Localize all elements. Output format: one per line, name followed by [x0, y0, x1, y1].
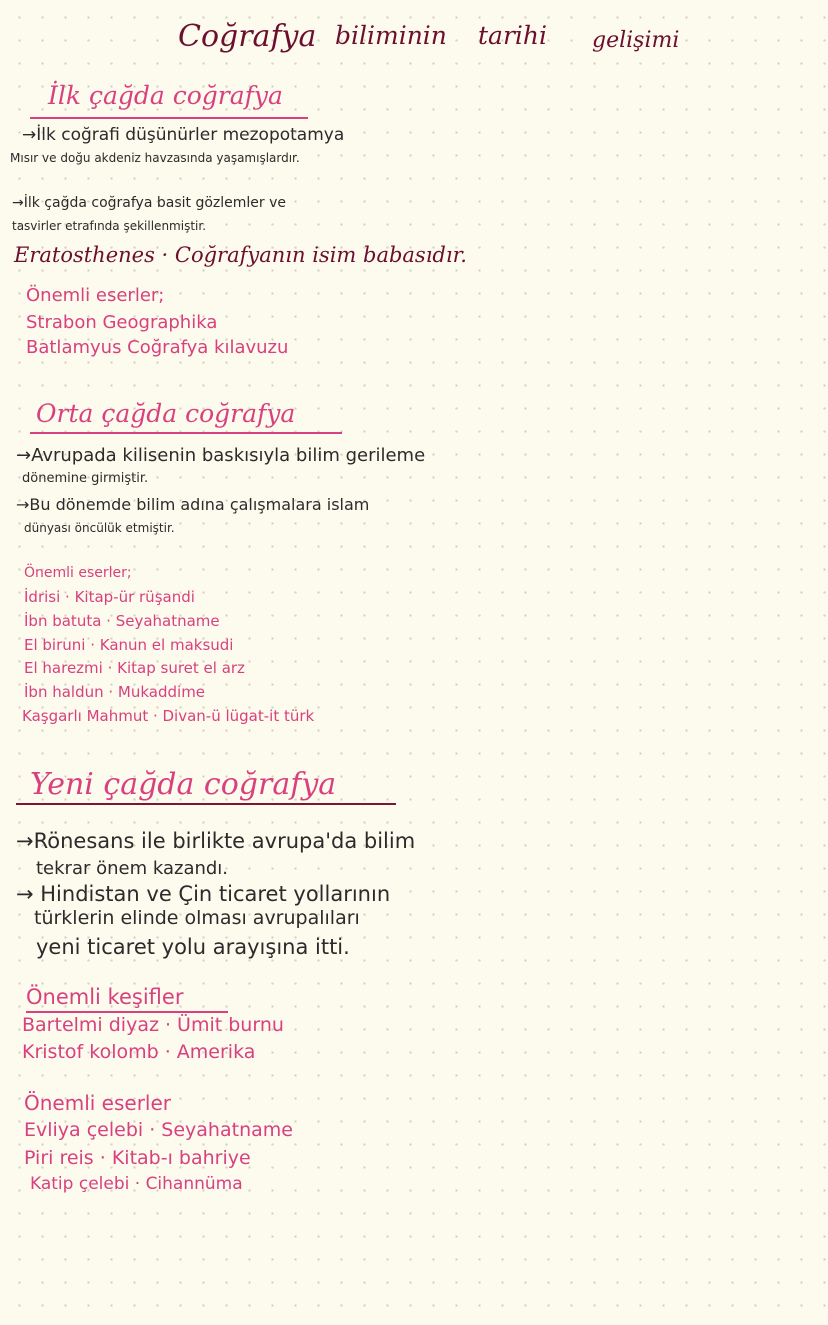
paragraph-line: →İlk çağda coğrafya basit gözlemler ve: [12, 195, 287, 211]
works-title: Önemli eserler;: [24, 565, 132, 581]
section-heading: İlk çağda coğrafya: [48, 81, 283, 110]
paragraph-line: →Bu dönemde bilim adına çalışmalara islam: [16, 495, 370, 514]
work-item: İdrisi · Kitap-ür rüşandi: [24, 588, 195, 606]
section-heading: Orta çağda coğrafya: [36, 399, 296, 428]
work-item: İbn haldun · Mukaddime: [24, 683, 206, 701]
work-item: Piri reis · Kitab-ı bahriye: [24, 1147, 251, 1169]
discoveries-title: Önemli keşifler: [26, 985, 184, 1009]
work-item: El biruni · Kanun el maksudi: [24, 636, 234, 654]
title-word-tarihi: tarihi: [478, 21, 547, 50]
work-item: Kaşgarlı Mahmut · Divan-ü lügat-it türk: [22, 707, 315, 725]
paragraph-line: →Avrupada kilisenin baskısıyla bilim gerileme: [16, 445, 426, 466]
heading-underline: [16, 803, 396, 805]
discovery-item: Bartelmi diyaz · Ümit burnu: [22, 1014, 284, 1036]
paragraph-line: →Rönesans ile birlikte avrupa'da bilim: [16, 829, 416, 853]
work-item: İbn batuta · Seyahatname: [24, 612, 220, 630]
work-item: Strabon Geographika: [26, 312, 218, 333]
section-heading: Yeni çağda coğrafya: [30, 767, 337, 802]
heading-underline: [30, 432, 342, 434]
key-fact: Eratosthenes · Coğrafyanın isim babasıdır.: [14, 243, 467, 267]
paragraph-line: türklerin elinde olması avrupalıları: [34, 907, 360, 929]
heading-underline: [30, 117, 308, 119]
paragraph-line: tekrar önem kazandı.: [36, 858, 229, 879]
paragraph-line: dünyası öncülük etmiştir.: [24, 521, 175, 535]
paragraph-line: →İlk coğrafi düşünürler mezopotamya: [22, 125, 345, 145]
title-word-gelisimi: gelişimi: [592, 28, 680, 53]
work-item: Batlamyus Coğrafya kılavuzu: [26, 337, 289, 358]
discovery-item: Kristof kolomb · Amerika: [22, 1041, 256, 1063]
title-word-cografya: Coğrafya: [178, 19, 317, 54]
paragraph-line: tasvirler etrafında şekillenmiştir.: [12, 219, 207, 233]
discoveries-underline: [26, 1011, 228, 1013]
work-item: Evliya çelebi · Seyahatname: [24, 1119, 293, 1141]
work-item: El harezmi · Kitap suret el arz: [24, 659, 245, 677]
works-title: Önemli eserler;: [26, 285, 165, 306]
paragraph-line: yeni ticaret yolu arayışına itti.: [36, 935, 350, 959]
work-item: Katip çelebi · Cihannüma: [30, 1174, 243, 1194]
paragraph-line: dönemine girmiştir.: [22, 471, 149, 486]
title-word-biliminin: biliminin: [335, 21, 447, 50]
paragraph-line: → Hindistan ve Çin ticaret yollarının: [16, 882, 391, 906]
works-title: Önemli eserler: [24, 1091, 172, 1115]
paragraph-line: Mısır ve doğu akdeniz havzasında yaşamışlardır.: [10, 151, 300, 165]
